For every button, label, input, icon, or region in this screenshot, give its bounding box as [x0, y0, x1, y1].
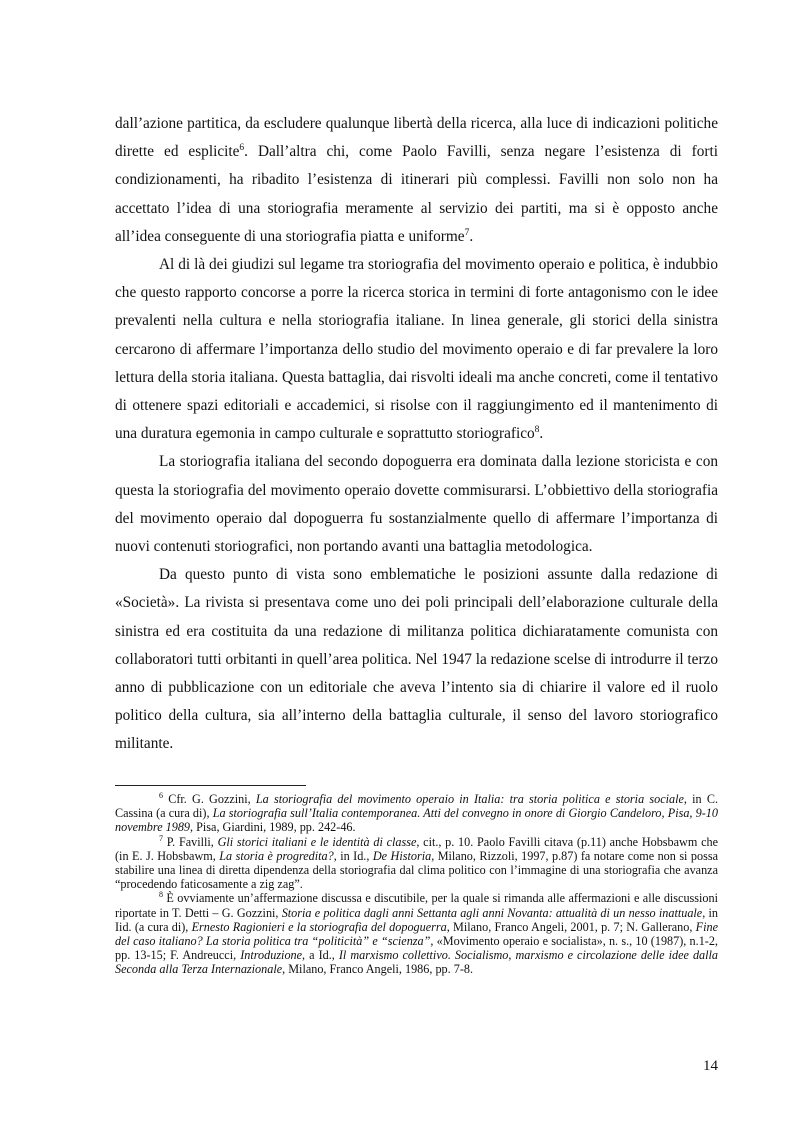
paragraph-2 — [115, 251, 718, 448]
text-run: , Milano, Rizzoli, 1997, p.87) fa notare come non si possa stabilire una linea di diretta dipendenza della storiografia dal clima politico con l’immagine di una storiografia che avanza “procedendo faticosamente a zig zag”. — [115, 848, 718, 892]
text-run: . — [469, 227, 474, 245]
footnote-3 — [115, 891, 718, 976]
text-run: . Dall’altra chi, come Paolo Favilli, senza negare l’esistenza di forti condizionamenti, ha ribadito l’esistenza di itinerari più complessi. Favilli non solo non ha accettato l’idea di una storiografia meramente al servizio dei partiti, ma si è opposto anche all’idea conseguente di una storiografia piatta e uniforme — [115, 143, 718, 245]
text-run: , Milano, Franco Angeli, 2001, p. 7; N. Gallerano, — [446, 919, 696, 934]
text-run: , a Id., — [302, 948, 339, 963]
text-run: Cfr. G. Gozzini, — [163, 792, 256, 806]
text-run: Da questo punto di vista sono emblematiche le posizioni assunte dalla redazione di «Società». La rivista si presentava come uno dei poli principali dell’elaborazione culturale della sinistra ed era costituita da una redazione di militanza politica dichiaratamente comunista con collaboratori tutti orbitanti in quell’area politica. Nel 1947 la redazione scelse di introdurre il terzo anno di pubblicazione con un editoriale che aveva l’intento sia di chiarire il valore ed il ruolo politico della cultura, sia all’interno della battaglia culturale, il senso del lavoro storiografico militante. — [115, 566, 718, 753]
paragraph-1 — [115, 110, 718, 251]
text-run: , cit., p. 10. Paolo Favilli citava (p.11) anche Hobsbawm che (in E. J. Hobsbawm, — [115, 834, 718, 863]
footnote-ref: 6 — [239, 143, 245, 154]
text-run: , in C. Cassina (a cura di), — [115, 792, 718, 821]
text-run: , in Iid. (a cura di), — [115, 905, 718, 934]
footnote-2 — [115, 835, 718, 892]
footnote-ref: 8 — [159, 890, 163, 900]
text-run: Il marxismo collettivo. Socialismo, marxismo e circolazione delle idee dalla Seconda alla Terza Internazionale — [115, 948, 718, 977]
text-run: Storia e politica dagli anni Settanta agli anni Novanta: attualità di un nesso inattuale — [281, 905, 703, 920]
footnote-ref: 7 — [159, 833, 163, 843]
text-run: La storiografia sull’Italia contemporanea. Atti del convegno in onore di Giorgio Candeloro, Pisa, 9-10 novembre 1989 — [115, 806, 718, 835]
footnote-separator — [115, 785, 306, 786]
text-run: P. Favilli, — [163, 834, 218, 849]
text-run: . — [539, 425, 544, 443]
page-number: 14 — [703, 1058, 718, 1074]
text-run: La storiografia del movimento operaio in Italia: tra storia politica e storia sociale — [255, 792, 684, 806]
text-run: , in Id., — [333, 848, 373, 863]
text-run: dall’azione partitica, da escludere qualunque libertà della ricerca, alla luce di indicazioni politiche dirette ed esplicite — [115, 115, 718, 161]
main-text — [115, 110, 718, 759]
text-run: La storiografia italiana del secondo dopoguerra era dominata dalla lezione storicista e con questa la storiografia del movimento operaio dovette commisurarsi. L’obbiettivo della storiografia del movimento operaio dal dopoguerra fu sostanzialmente quello di affermare l’importanza di nuovi contenuti storiografici, non portando avanti una battaglia metodologica. — [115, 453, 718, 556]
paragraph-4 — [115, 561, 718, 758]
text-run: Gli storici italiani e le identità di classe — [217, 834, 417, 849]
text-run: , Milano, Franco Angeli, 1986, pp. 7-8. — [282, 962, 474, 977]
text-run: È ovviamente un’affermazione discussa e discutibile, per la quale si rimanda alle affermazioni e alle discussioni riportate in T. Detti – G. Gozzini, — [115, 891, 718, 920]
text-run: , «Movimento operaio e socialista», n. s., 10 (1987), n.1-2, pp. 13-15; F. Andreucci, — [115, 934, 718, 963]
text-run: , Pisa, Giardini, 1989, pp. 242-46. — [190, 820, 356, 835]
text-run: Fine del caso italiano? La storia politica tra “politicità” e “scienza” — [115, 919, 718, 949]
footnote-1 — [115, 792, 718, 835]
text-run: Al di là dei giudizi sul legame tra storiografia del movimento operaio e politica, è indubbio che questo rapporto concorse a porre la ricerca storica in termini di forte antagonismo con le idee prevalenti nella cultura e nella storiografia italiane. In linea generale, gli storici della sinistra cercarono di affermare l’importanza dello studio del movimento operaio e di far prevalere la loro lettura della storia italiana. Questa battaglia, dai risvolti ideali ma anche concreti, come il tentativo di ottenere spazi editoriali e accademici, si risolse con il raggiungimento ed il mantenimento di una duratura egemonia in campo culturale e soprattutto storiografico — [115, 256, 718, 443]
text-run: Ernesto Ragionieri e la storiografia del dopoguerra — [191, 919, 447, 934]
footnotes — [115, 792, 718, 977]
footnote-ref: 6 — [159, 791, 163, 800]
footnote-ref: 8 — [534, 425, 540, 436]
footnote-ref: 7 — [464, 227, 470, 238]
paragraph-3 — [115, 448, 718, 561]
text-run: La storia è progredita? — [219, 848, 334, 863]
text-run: Introduzione — [240, 948, 303, 963]
text-run: De Historia — [372, 848, 432, 863]
